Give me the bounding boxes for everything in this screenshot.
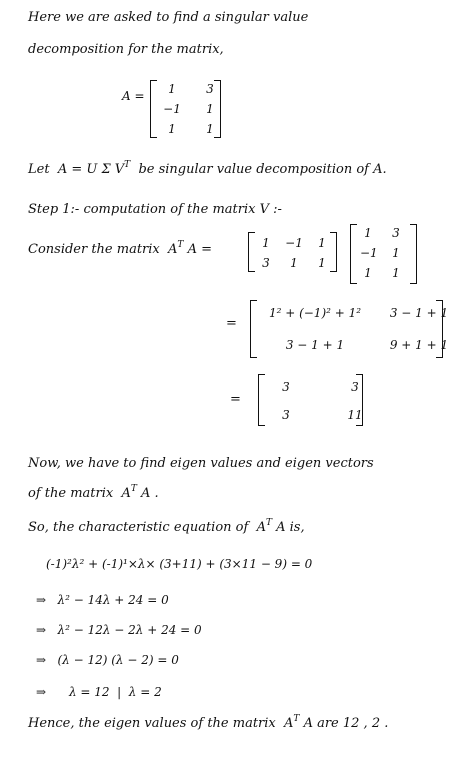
consider-a: A = [183, 242, 212, 257]
result-left-bracket [258, 374, 265, 426]
product-expansion [262, 306, 452, 352]
matrix-a2-left-bracket [350, 224, 357, 284]
matrix-a2-right-bracket [410, 224, 417, 284]
result-cell: 3 [282, 408, 290, 422]
matrix-a [162, 82, 220, 136]
matrix-a-cell: 3 [206, 82, 214, 96]
product-cell: 3 − 1 + 1 [389, 306, 449, 320]
step-factor: ⇒ (λ − 12) (λ − 2) = 0 [36, 653, 179, 667]
matrix-a2-cell: 1 [364, 226, 372, 240]
consider-text: Consider the matrix A [28, 242, 178, 257]
transpose-sup: T [265, 518, 272, 528]
characteristic-equation: (-1)²λ² + (-1)¹×λ× (3+11) + (3×11 − 9) = 0 [46, 557, 313, 571]
step-simplify-1: ⇒ λ² − 14λ + 24 = 0 [36, 593, 169, 607]
matrix-at-cell: 1 [290, 256, 298, 270]
matrix-at-cell: −1 [285, 236, 303, 250]
product-left-bracket [250, 300, 257, 358]
svd-definition-text: Let A = U Σ V [28, 162, 125, 177]
matrix-a-cell: 1 [206, 122, 214, 136]
transpose-sup: T [177, 240, 184, 250]
matrix-at-right-bracket [330, 232, 337, 272]
hence-text: Hence, the eigen values of the matrix A [28, 716, 294, 731]
of-matrix-a: A . [136, 486, 159, 501]
matrix-a-cell: 1 [206, 102, 214, 116]
intro-line-1: Here we are asked to find a singular value [28, 10, 309, 25]
so-text: So, the characteristic equation of A [28, 520, 266, 535]
equals-sign-1: = [226, 316, 237, 331]
transpose-sup: T [293, 714, 300, 724]
result-cell: 11 [347, 408, 363, 422]
svd-definition [28, 162, 387, 179]
step-roots: ⇒ λ = 12 | λ = 2 [36, 685, 162, 699]
matrix-at-left-bracket [248, 232, 255, 272]
consider-line [28, 242, 212, 259]
matrix-a-right-bracket [214, 80, 221, 138]
matrix-a-cell: 1 [168, 82, 176, 96]
matrix-a2-cell: 1 [364, 266, 372, 280]
of-matrix-text: of the matrix A [28, 486, 131, 501]
step-1-heading: Step 1:- computation of the matrix V :- [28, 202, 282, 217]
matrix-a-cell: −1 [163, 102, 181, 116]
intro-line-2: decomposition for the matrix, [28, 42, 224, 57]
matrix-at-cell: 1 [318, 256, 326, 270]
characteristic-intro [28, 520, 305, 537]
matrix-a-second [360, 226, 404, 280]
product-right-bracket [436, 300, 443, 358]
step-simplify-2: ⇒ λ² − 12λ − 2λ + 24 = 0 [36, 623, 202, 637]
product-cell: 9 + 1 + 1 [389, 338, 449, 352]
transpose-sup: T [130, 484, 137, 494]
result-cell: 3 [351, 380, 359, 394]
matrix-at-cell: 3 [262, 256, 270, 270]
product-cell: 1² + (−1)² + 1² [268, 306, 362, 320]
matrix-a2-cell: 1 [392, 246, 400, 260]
matrix-at-cell: 1 [262, 236, 270, 250]
matrix-a-cell: 1 [168, 122, 176, 136]
matrix-a2-cell: −1 [360, 246, 378, 260]
transpose-sup: T [124, 160, 131, 170]
matrix-a2-cell: 3 [392, 226, 400, 240]
product-cell: 3 − 1 + 1 [285, 338, 345, 352]
so-a: A is, [271, 520, 305, 535]
matrix-a-label: A = [122, 89, 145, 103]
result-cell: 3 [282, 380, 290, 394]
eigen-intro-line-2 [28, 486, 159, 503]
result-right-bracket [356, 374, 363, 426]
matrix-at-cell: 1 [318, 236, 326, 250]
svd-definition-rest: be singular value decomposition of A. [130, 162, 387, 177]
matrix-a-transpose [258, 236, 330, 270]
equals-sign-2: = [230, 392, 241, 407]
hence-a: A are 12 , 2 . [299, 716, 389, 731]
matrix-a2-cell: 1 [392, 266, 400, 280]
eigen-intro-line: Now, we have to find eigen values and eigen vectors [28, 456, 374, 471]
matrix-a-left-bracket [150, 80, 157, 138]
conclusion-line [28, 716, 388, 733]
